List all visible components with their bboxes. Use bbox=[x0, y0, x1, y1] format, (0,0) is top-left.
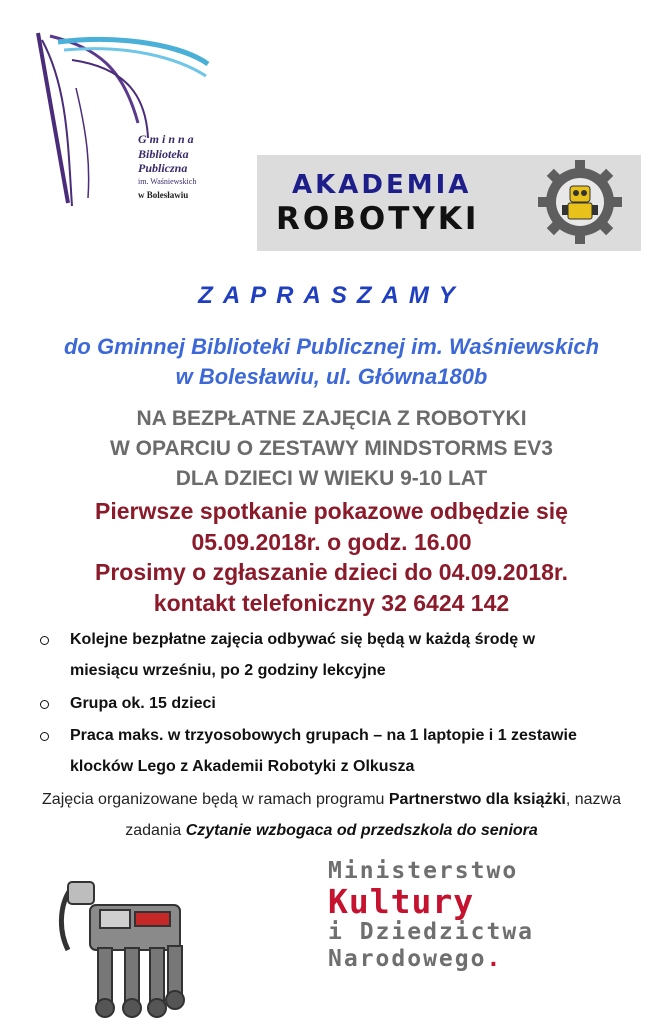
venue-line-1: do Gminnej Biblioteki Publicznej im. Waśniewskich bbox=[63, 334, 600, 359]
event-line-3: Prosimy o zgłaszanie dzieci do 04.09.2018r. bbox=[94, 559, 568, 585]
venue-line-2: w Bolesławiu, ul. Główna180b bbox=[175, 364, 488, 389]
library-name-line4: im. Waśniewskich bbox=[138, 177, 197, 186]
ministry-line-1: Ministerstwo bbox=[328, 858, 519, 884]
info-line-3: DLA DZIECI W WIEKU 9-10 LAT bbox=[175, 467, 488, 490]
library-name-line3: Publiczna bbox=[138, 161, 188, 175]
library-name-line1: Gminna bbox=[138, 132, 197, 146]
library-name-line2: Biblioteka bbox=[138, 147, 189, 161]
lego-elephant-robot-icon bbox=[40, 870, 220, 1030]
event-line-2: 05.09.2018r. o godz. 16.00 bbox=[191, 529, 472, 555]
library-name-line5: w Bolesławiu bbox=[138, 190, 189, 200]
info-line-2: W OPARCIU O ZESTAWY MINDSTORMS EV3 bbox=[110, 437, 553, 460]
akademia-title: AKADEMIA bbox=[292, 170, 472, 200]
bullet-icon bbox=[40, 700, 49, 709]
list-item-continuation: miesiącu wrześniu, po 2 godziny lekcyjne bbox=[70, 662, 386, 679]
list-item-text: Grupa ok. 15 dzieci bbox=[70, 695, 216, 712]
ministry-line-4-text: Narodowego bbox=[328, 946, 487, 972]
footer-line-2 bbox=[0, 815, 663, 847]
ministry-line-4 bbox=[328, 946, 618, 973]
gear-robot-icon bbox=[536, 158, 624, 246]
list-item-text: Praca maks. w trzyosobowych grupach – na 1 laptopie i 1 zestawie bbox=[70, 727, 577, 744]
ministry-line-3: i Dziedzictwa bbox=[328, 919, 535, 945]
event-line-4: kontakt telefoniczny 32 6424 142 bbox=[153, 590, 510, 616]
library-name bbox=[138, 132, 228, 201]
event-line-1: Pierwsze spotkanie pokazowe odbędzie się bbox=[95, 498, 568, 524]
program-name: Partnerstwo dla książki bbox=[388, 791, 566, 808]
bullet-icon bbox=[40, 732, 49, 741]
ministry-line-2: Kultury bbox=[328, 882, 475, 921]
footer-text: Zajęcia organizowane będą w ramach programu bbox=[42, 791, 389, 808]
list-item-text: Kolejne bezpłatne zajęcia odbywać się będą w każdą środę w bbox=[70, 631, 536, 648]
info-line-1: NA BEZPŁATNE ZAJĘCIA Z ROBOTYKI bbox=[136, 407, 527, 430]
bullet-icon bbox=[40, 636, 49, 645]
robotyki-title: ROBOTYKI bbox=[276, 201, 480, 237]
footer-text: , nazwa bbox=[565, 791, 621, 808]
footer-line-1 bbox=[0, 784, 663, 816]
ministry-logo bbox=[328, 858, 618, 973]
invitation-heading: ZAPRASZAMY bbox=[198, 282, 465, 309]
footer-text: zadania bbox=[125, 822, 186, 839]
task-name: Czytanie wzbogaca od przedszkola do seniora bbox=[185, 822, 538, 839]
ministry-dot: . bbox=[486, 946, 503, 972]
list-item-continuation: klocków Lego z Akademii Robotyki z Olkusza bbox=[70, 758, 415, 775]
